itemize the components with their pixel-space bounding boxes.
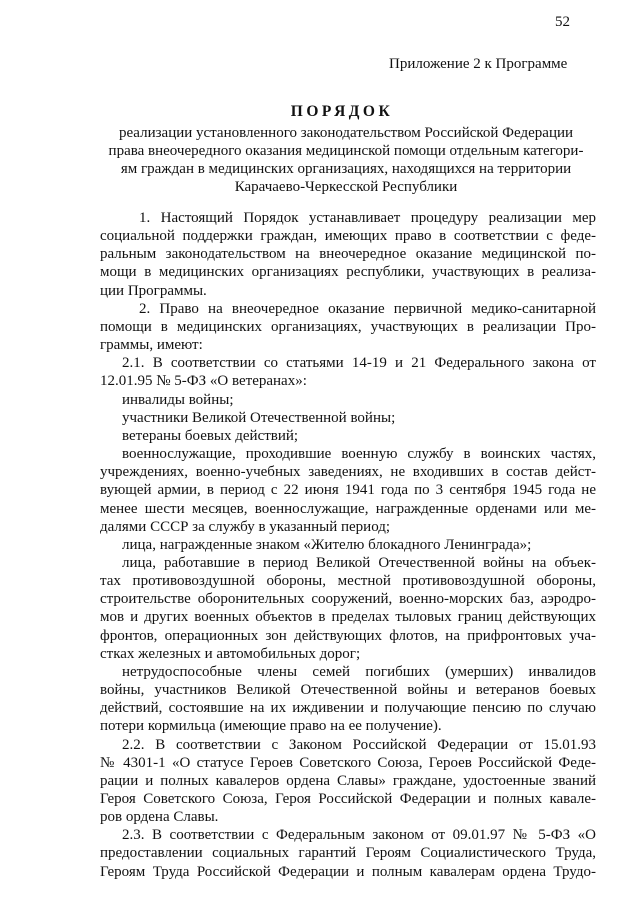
body-line: лица, работавшие в период Великой Отечественной войны на объек- — [122, 554, 596, 571]
subtitle-line: Карачаево-Черкесской Республики — [234, 179, 458, 195]
document-subtitle — [96, 124, 596, 196]
body-line: 2.2. В соответствии с Законом Российской Федерации от 15.01.93 — [122, 736, 596, 753]
body-line: далями СССР за службу в указанный период; — [100, 518, 391, 535]
body-line: военнослужащие, проходившие военную службу в воинских частях, — [122, 446, 596, 463]
body-line: нетрудоспособные члены семей погибших (умерших) инвалидов — [122, 663, 596, 680]
body-line: действий, состоявшие на их иждивении и получающие пенсию по случаю — [100, 700, 596, 717]
body-line: ции Программы. — [100, 282, 207, 299]
document-body — [100, 209, 596, 881]
body-line: 2.1. В соответствии со статьями 14-19 и 21 Федерального закона от — [122, 355, 596, 372]
subtitle-line: права внеочередного оказания медицинской помощи отдельным категори- — [108, 143, 584, 159]
body-line: граммы, имеют: — [100, 337, 203, 354]
body-line: ветераны боевых действий; — [122, 427, 299, 444]
body-line: мощи в медицинских организациях республики, участвующих в реализа- — [100, 264, 596, 281]
body-line: помощи в медицинских организациях, участвующих в реализации Про- — [100, 318, 596, 335]
body-line: 2.3. В соответствии с Федеральным законом от 09.01.97 № 5-ФЗ «О — [122, 827, 596, 844]
body-line: ральным законодательством на внеочередное оказание медицинской по- — [100, 246, 596, 263]
body-line: войны, участников Великой Отечественной войны и ветеранов боевых — [100, 682, 596, 699]
body-line: менее шести месяцев, военнослужащие, награжденные орденами или ме- — [100, 500, 596, 517]
body-line: ров ордена Славы. — [100, 809, 219, 826]
document-title: ПОРЯДОК — [290, 103, 394, 120]
subtitle-line: ям граждан в медицинских организациях, находящихся на территории — [120, 161, 572, 177]
body-line: рации и полных кавалеров ордена Славы» граждане, удостоенные званий — [100, 772, 596, 789]
body-line: строительстве оборонительных сооружений, военно-морских баз, аэродро- — [100, 591, 596, 608]
body-line: Героя Советского Союза, Героя Российской Федерации и полных кавале- — [100, 791, 596, 807]
body-line: вующей армии, в период с 22 июня 1941 года по 3 сентября 1945 года не — [100, 482, 596, 499]
body-line: потери кормильца (имеющие право на ее получение). — [100, 718, 442, 735]
body-line: инвалиды войны; — [122, 391, 234, 408]
body-line: 2. Право на внеочередное оказание первичной медико-санитарной — [139, 300, 596, 317]
body-line: 12.01.95 № 5-ФЗ «О ветеранах»: — [100, 373, 307, 390]
body-line: социальной поддержки граждан, имеющих право в соответствии с феде- — [100, 228, 596, 245]
body-line: участники Великой Отечественной войны; — [122, 409, 396, 426]
body-line: мов и других военных объектов в пределах тыловых границ действующих — [100, 609, 596, 626]
body-line: предоставлении социальных гарантий Героям Социалистического Труда, — [100, 845, 596, 862]
body-line: лица, награжденные знаком «Жителю блокадного Ленинграда»; — [122, 536, 532, 553]
body-line: Героям Труда Российской Федерации и полным кавалерам ордена Трудо- — [100, 863, 596, 880]
body-line: тах противовоздушной обороны, местной противовоздушной обороны, — [100, 573, 596, 590]
body-line: стках железных и автомобильных дорог; — [100, 645, 361, 662]
page-number: 52 — [555, 14, 570, 30]
body-line: фронтов, операционных зон действующих флотов, на прифронтовых уча- — [100, 627, 596, 644]
body-line: № 4301-1 «О статусе Героев Советского Союза, Героев Российской Феде- — [100, 754, 596, 771]
subtitle-line: реализации установленного законодательством Российской Федерации — [118, 125, 574, 141]
body-line: учреждениях, военно-учебных заведениях, не входивших в состав дейст- — [100, 464, 596, 481]
body-line: 1. Настоящий Порядок устанавливает процедуру реализации мер — [139, 210, 596, 226]
appendix-label: Приложение 2 к Программе — [389, 56, 568, 72]
